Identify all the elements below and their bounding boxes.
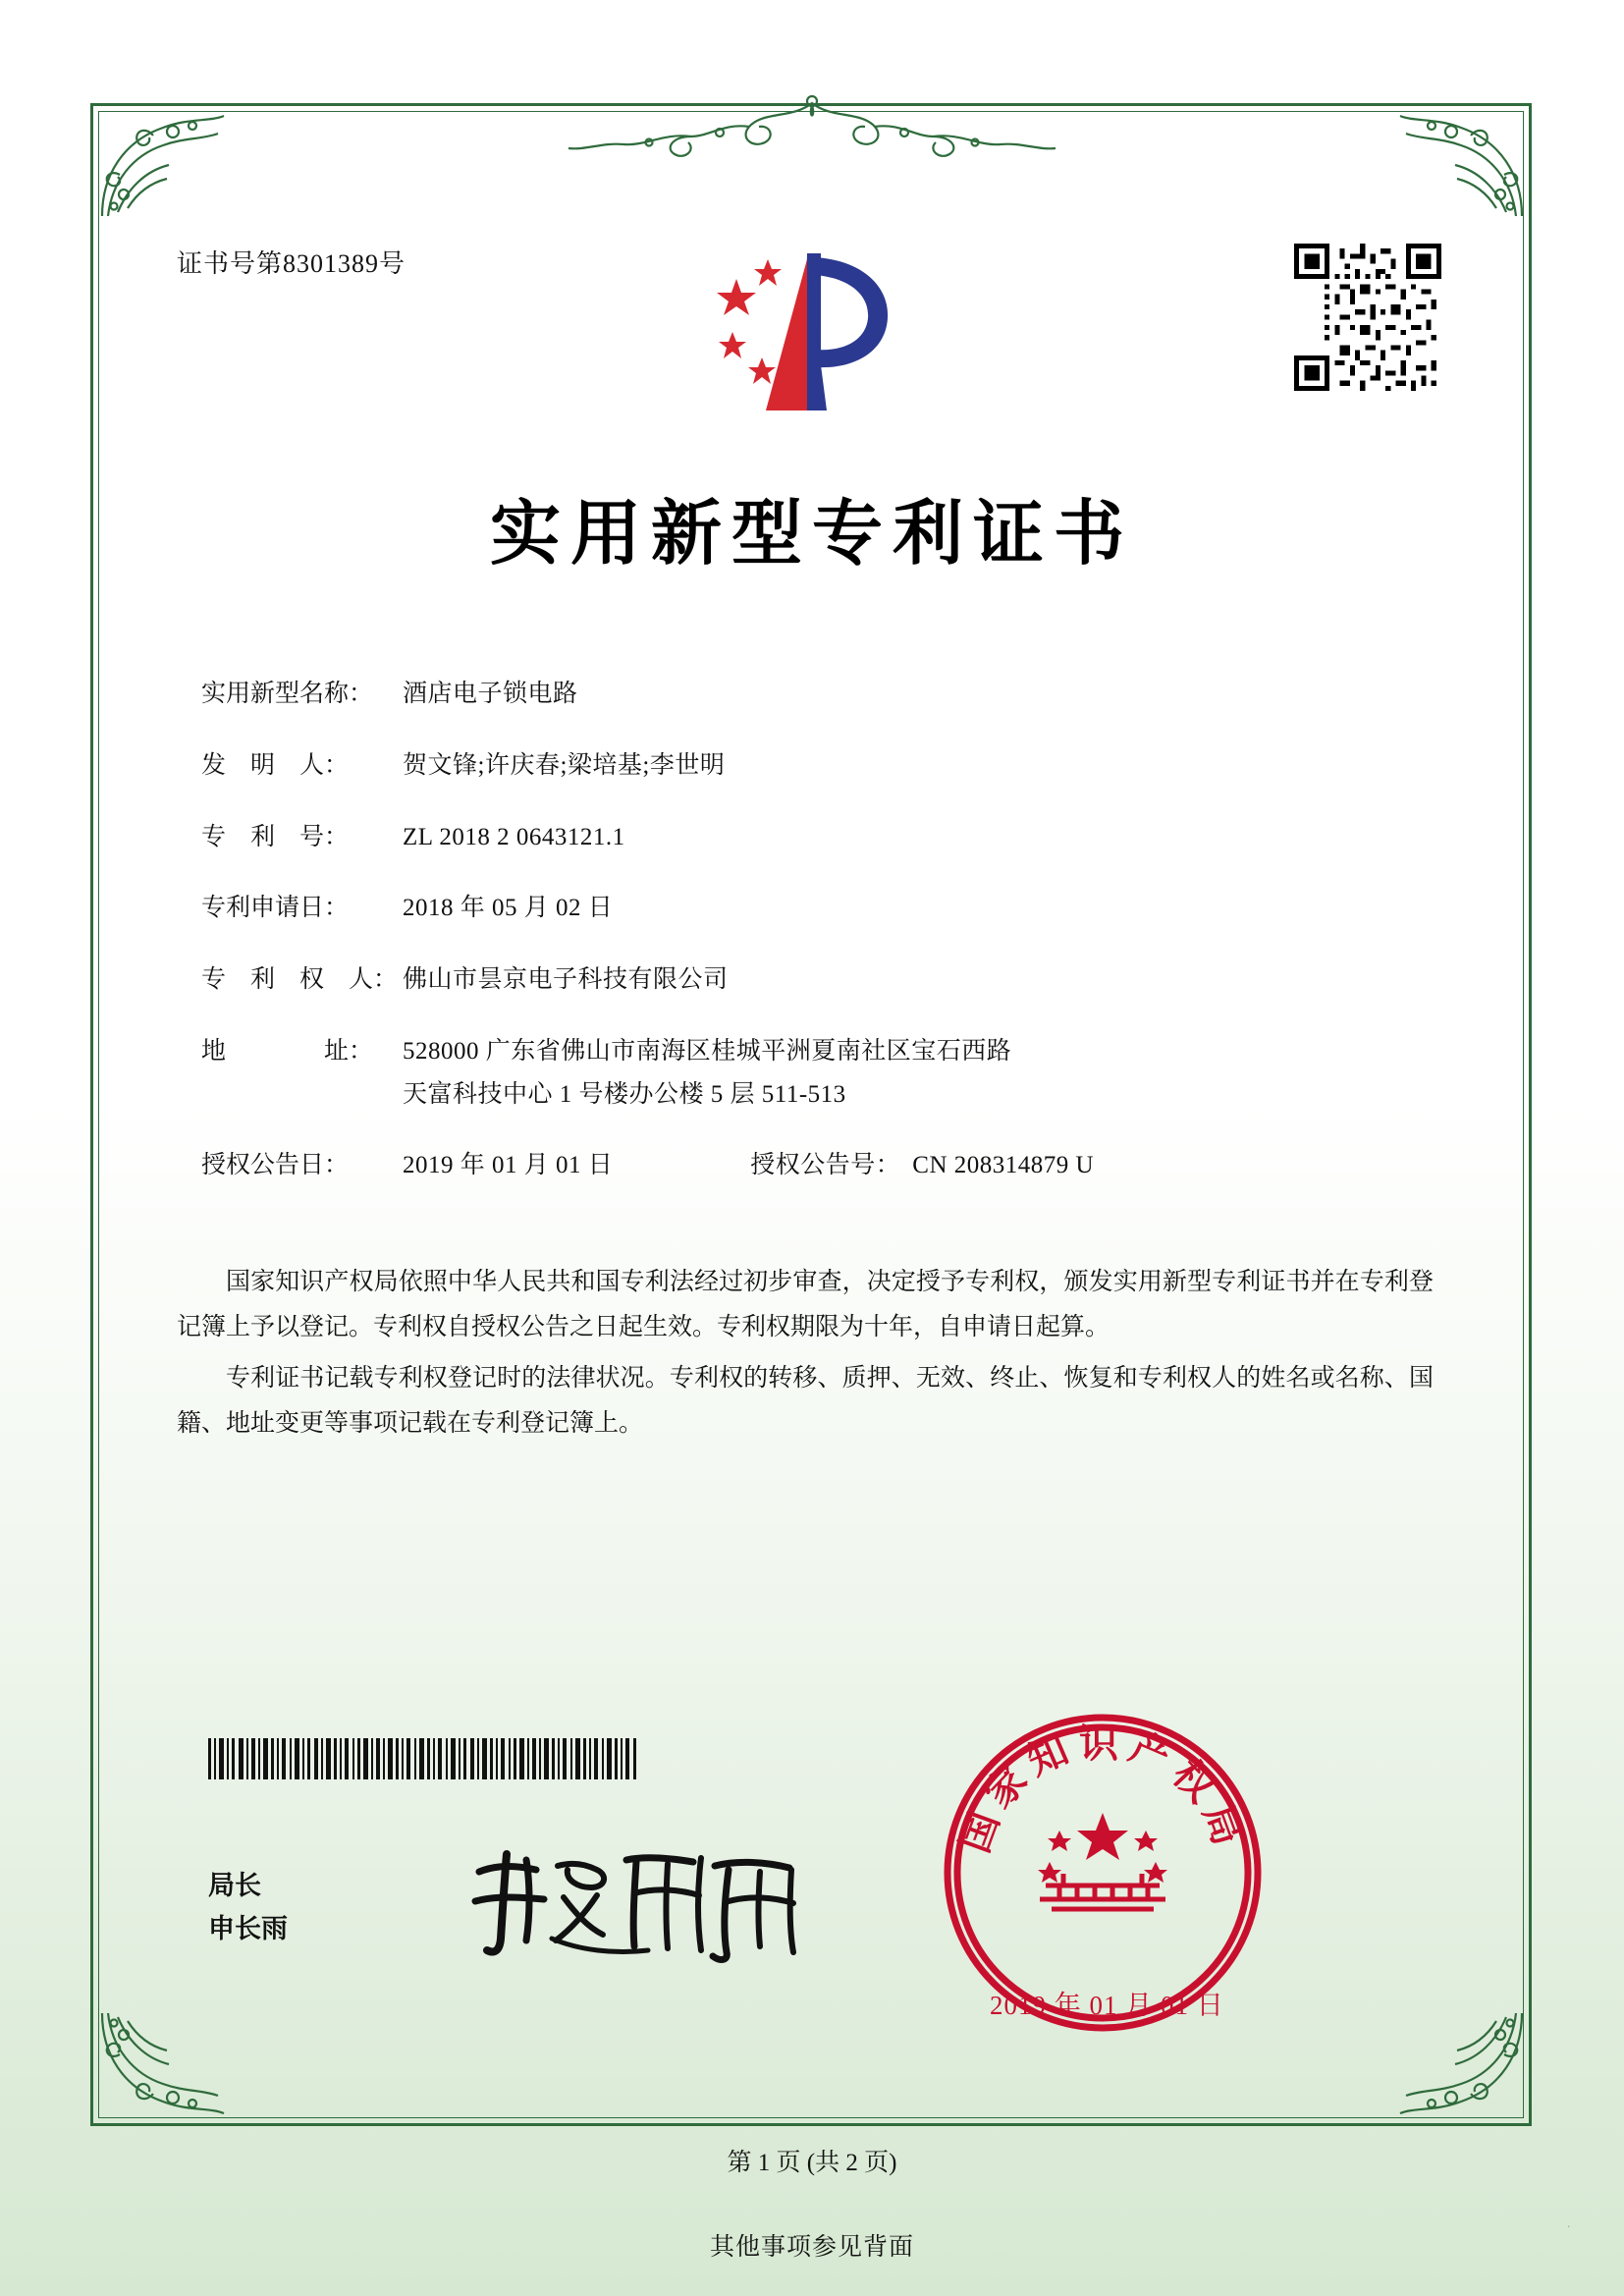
field-value [403, 1149, 1419, 1182]
page-title: 实用新型专利证书 [489, 491, 1134, 574]
field-label: 专 利 权 人： [201, 966, 399, 993]
director-title: 局长 [208, 1871, 261, 1900]
corner-ornament-icon [1392, 106, 1530, 224]
field-value: 2018 年 05 月 02 日 [403, 895, 614, 922]
corner-ornament-icon [94, 2005, 232, 2123]
address-line-2: 天富科技中心 1 号楼办公楼 5 层 511-513 [403, 1080, 846, 1108]
field-address [201, 1035, 1419, 1112]
address-line-1: 528000 广东省佛山市南海区桂城平洲夏南社区宝石西路 [403, 1037, 1012, 1065]
cnipa-logo-icon [697, 246, 923, 417]
legal-paragraph-2: 专利证书记载专利权登记时的法律状况。专利权的转移、质押、无效、终止、恢复和专利权人的姓名或名称、国籍、地址变更等事项记载在专利登记簿上。 [177, 1365, 1434, 1437]
announcement-date: 2019 年 01 月 01 日 [403, 1152, 614, 1179]
legal-paragraph-1: 国家知识产权局依照中华人民共和国专利法经过初步审查，决定授予专利权，颁发实用新型专利证书并在专利登记簿上予以登记。专利权自授权公告之日起生效。专利权期限为十年，自申请日起算。 [177, 1269, 1434, 1340]
director-signature [461, 1836, 825, 1964]
certificate-number: 证书号第8301389号 [177, 249, 406, 278]
field-value: 酒店电子锁电路 [403, 681, 578, 707]
top-ornament-icon [517, 93, 1107, 162]
qr-code [1294, 244, 1441, 391]
field-announcement [201, 1149, 1419, 1182]
field-label: 专 利 号： [201, 823, 350, 850]
legal-text [177, 1260, 1434, 1452]
field-label: 地 址： [201, 1037, 374, 1065]
field-label: 专利申请日： [201, 895, 350, 922]
corner-ornament-icon [1392, 2005, 1530, 2123]
field-value: 佛山市昙京电子科技有限公司 [403, 966, 729, 993]
svg-text:国家知识产权局: 国家知识产权局 [951, 1721, 1254, 1859]
field-inventors [201, 749, 1419, 783]
seal-date: 2019 年 01 月 01 日 [990, 1991, 1224, 2020]
announcement-number-label: 授权公告号： [750, 1152, 901, 1179]
corner-ornament-icon [94, 106, 232, 224]
director-name: 申长雨 [208, 1914, 288, 1943]
barcode [208, 1738, 640, 1779]
scan-edge-mark: . [1567, 2215, 1571, 2230]
page-number: 第 1 页 (共 2 页) [727, 2150, 897, 2176]
announcement-number: CN 208314879 U [912, 1152, 1095, 1179]
director-title-block [208, 1864, 288, 1950]
field-value: 贺文锋;许庆春;梁培基;李世明 [403, 751, 726, 779]
field-utility-model-name [201, 678, 1419, 711]
field-value [403, 1035, 1419, 1112]
field-patentee [201, 963, 1419, 997]
field-patent-number [201, 821, 1419, 854]
footer-note: 其他事项参见背面 [709, 2234, 914, 2261]
field-label: 实用新型名称： [201, 681, 374, 707]
field-label: 发 明 人： [201, 751, 350, 779]
field-value: ZL 2018 2 0643121.1 [403, 823, 625, 850]
certificate-fields [201, 678, 1419, 1221]
field-application-date [201, 892, 1419, 925]
field-label: 授权公告日： [201, 1152, 350, 1179]
